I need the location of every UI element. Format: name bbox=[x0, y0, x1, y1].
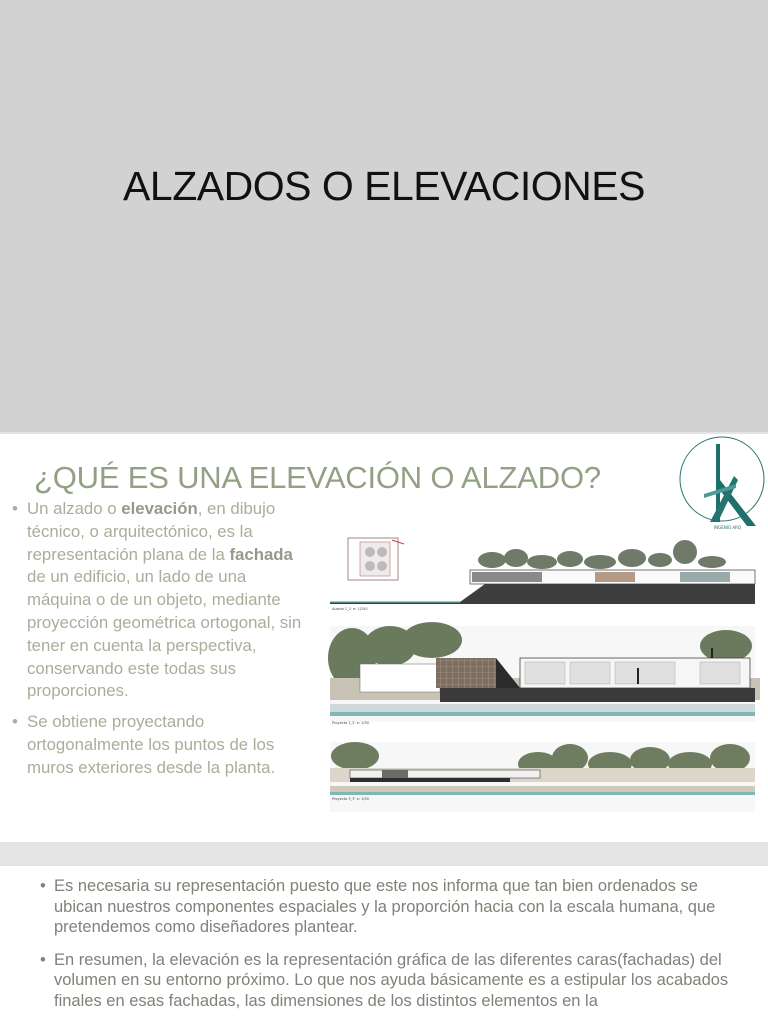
bullet-summary bbox=[38, 950, 738, 1012]
elevation-drawings bbox=[320, 528, 760, 830]
elevation-drawing-3 bbox=[330, 742, 755, 812]
slide-definition bbox=[0, 434, 768, 842]
elevation-drawing-1 bbox=[330, 538, 755, 611]
bold-term-fachada: fachada bbox=[229, 544, 293, 564]
drawing-label: Alzado 1_1' e: 1/250 bbox=[332, 607, 368, 611]
bullet-marker: • bbox=[40, 877, 46, 895]
logo bbox=[676, 434, 768, 532]
elevation-drawing-2 bbox=[328, 622, 760, 725]
text-fragment: , en dibujo técnico, o arquitectónico, es la representación plana de la bbox=[27, 499, 276, 564]
bullet-marker: • bbox=[12, 499, 18, 518]
slide-importance bbox=[0, 866, 768, 1024]
bullet-marker: • bbox=[40, 950, 46, 969]
bullet-text: Es necesaria su representación puesto que este nos informa que tan bien ordenados se ubican nuestros componentes espaciales y la proporción hacia con la escala humana, que pretendemos como diseñadores plantear. bbox=[54, 877, 716, 936]
text-fragment: Un alzado o bbox=[27, 499, 122, 518]
bold-term-elevacion: elevación bbox=[121, 499, 198, 518]
importance-bullets bbox=[38, 876, 738, 1011]
slide-heading: ¿QUÉ ES UNA ELEVACIÓN O ALZADO? bbox=[34, 460, 601, 495]
text-fragment: de un edificio, un lado de una máquina o de un objeto, mediante proyección geométrica ortogonal, sin tener en cuenta la perspectiva, conservando este todas sus proporciones. bbox=[27, 567, 302, 701]
slide-title bbox=[0, 0, 768, 432]
bullet-marker: • bbox=[12, 712, 18, 732]
architecture-logo-icon bbox=[676, 434, 768, 532]
slide-title-text: ALZADOS O ELEVACIONES bbox=[123, 163, 645, 209]
logo-caption: INGENIO ARQ bbox=[714, 525, 742, 530]
drawing-label: Proyecto 3_3' e: 1/50 bbox=[332, 797, 369, 801]
bullet-text: En resumen, la elevación es la representación gráfica de las diferentes caras(fachadas) del volumen en su entorno próximo. Lo que nos ayuda básicamente es a estipular los acabados finales en esas fachadas, las dimensiones de los distintos elementos en la bbox=[54, 950, 729, 1010]
bullet-importance bbox=[38, 876, 738, 938]
drawing-label: Proyecto 2_2' e: 1/50 bbox=[332, 721, 369, 725]
definition-bullets bbox=[10, 498, 315, 780]
bullet-definition bbox=[10, 498, 315, 703]
bullet-text: Se obtiene proyectando ortogonalmente los puntos de los muros exteriores desde la planta. bbox=[27, 712, 276, 777]
bullet-projection bbox=[10, 711, 315, 779]
